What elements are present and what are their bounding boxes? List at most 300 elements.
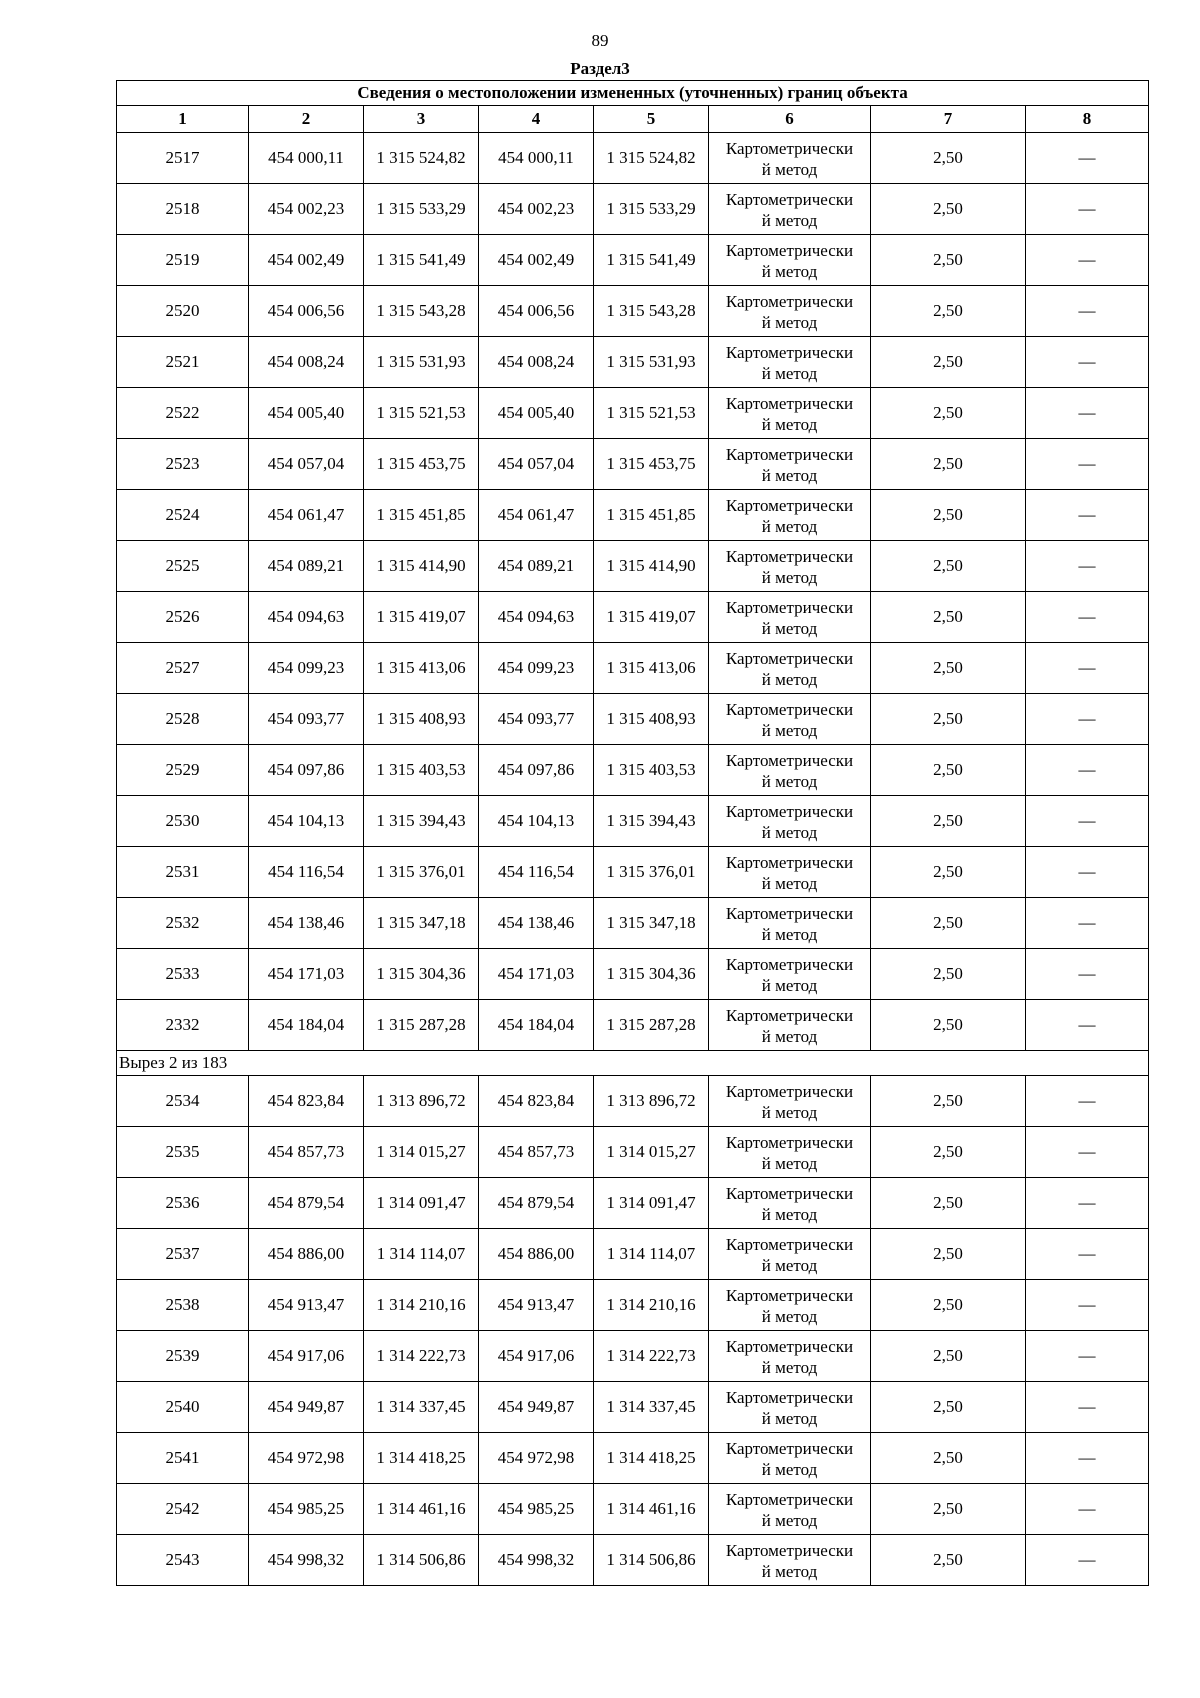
accuracy-cell: 2,50 [871, 439, 1026, 490]
method-cell [709, 847, 871, 898]
x-existing-cell: 454 093,77 [249, 694, 364, 745]
method-text-line1: Картометрически [725, 954, 854, 974]
x-existing-cell: 454 879,54 [249, 1178, 364, 1229]
description-cell: — [1026, 388, 1149, 439]
y-new-cell: 1 315 419,07 [594, 592, 709, 643]
method-cell [709, 745, 871, 796]
y-existing-cell: 1 314 506,86 [364, 1535, 479, 1586]
y-existing-cell: 1 315 414,90 [364, 541, 479, 592]
table-row [117, 490, 1149, 541]
y-existing-cell: 1 315 533,29 [364, 184, 479, 235]
method-text-line2: й метод [761, 159, 818, 179]
method-cell [709, 1076, 871, 1127]
y-new-cell: 1 315 531,93 [594, 337, 709, 388]
accuracy-cell: 2,50 [871, 490, 1026, 541]
point-number-cell: 2519 [117, 235, 249, 286]
table-row [117, 1535, 1149, 1586]
accuracy-cell: 2,50 [871, 949, 1026, 1000]
accuracy-cell: 2,50 [871, 1178, 1026, 1229]
method-text-line2: й метод [761, 873, 818, 893]
y-existing-cell: 1 313 896,72 [364, 1076, 479, 1127]
x-new-cell: 454 917,06 [479, 1331, 594, 1382]
description-cell: — [1026, 286, 1149, 337]
method-cell [709, 949, 871, 1000]
x-existing-cell: 454 913,47 [249, 1280, 364, 1331]
description-cell: — [1026, 694, 1149, 745]
x-existing-cell: 454 005,40 [249, 388, 364, 439]
method-text-line2: й метод [761, 516, 818, 536]
point-number-cell: 2533 [117, 949, 249, 1000]
method-text-line2: й метод [761, 618, 818, 638]
method-text-line2: й метод [761, 924, 818, 944]
y-existing-cell: 1 314 418,25 [364, 1433, 479, 1484]
method-text-line1: Картометрически [725, 1183, 854, 1203]
table-row [117, 949, 1149, 1000]
x-existing-cell: 454 057,04 [249, 439, 364, 490]
table-row [117, 184, 1149, 235]
y-new-cell: 1 314 461,16 [594, 1484, 709, 1535]
table-row [117, 1382, 1149, 1433]
point-number-cell: 2543 [117, 1535, 249, 1586]
method-cell [709, 286, 871, 337]
y-new-cell: 1 314 015,27 [594, 1127, 709, 1178]
accuracy-cell: 2,50 [871, 1535, 1026, 1586]
x-new-cell: 454 879,54 [479, 1178, 594, 1229]
point-number-cell: 2532 [117, 898, 249, 949]
y-existing-cell: 1 314 114,07 [364, 1229, 479, 1280]
method-text-line1: Картометрически [725, 1336, 854, 1356]
point-number-cell: 2529 [117, 745, 249, 796]
table-row [117, 745, 1149, 796]
method-text-line2: й метод [761, 669, 818, 689]
accuracy-cell: 2,50 [871, 694, 1026, 745]
table-row [117, 388, 1149, 439]
section-title: Раздел3 [570, 59, 630, 78]
accuracy-cell: 2,50 [871, 133, 1026, 184]
y-existing-cell: 1 315 408,93 [364, 694, 479, 745]
method-text-line1: Картометрически [725, 1285, 854, 1305]
method-cell [709, 1433, 871, 1484]
method-text-line1: Картометрически [725, 597, 854, 617]
point-number-cell: 2537 [117, 1229, 249, 1280]
column-header: 5 [594, 106, 709, 133]
x-existing-cell: 454 089,21 [249, 541, 364, 592]
description-cell: — [1026, 1127, 1149, 1178]
description-cell: — [1026, 1484, 1149, 1535]
method-text-line1: Картометрически [725, 1132, 854, 1152]
point-number-cell: 2542 [117, 1484, 249, 1535]
section-label: Вырез 2 из 183 [117, 1051, 1149, 1076]
coordinates-table [116, 80, 1149, 1586]
point-number-cell: 2521 [117, 337, 249, 388]
method-cell [709, 1127, 871, 1178]
method-text-line1: Картометрически [725, 138, 854, 158]
method-text-line2: й метод [761, 210, 818, 230]
description-cell: — [1026, 1178, 1149, 1229]
x-existing-cell: 454 099,23 [249, 643, 364, 694]
point-number-cell: 2523 [117, 439, 249, 490]
column-header: 7 [871, 106, 1026, 133]
y-existing-cell: 1 315 419,07 [364, 592, 479, 643]
x-existing-cell: 454 184,04 [249, 1000, 364, 1051]
y-new-cell: 1 315 541,49 [594, 235, 709, 286]
method-text-line1: Картометрически [725, 648, 854, 668]
x-existing-cell: 454 000,11 [249, 133, 364, 184]
accuracy-cell: 2,50 [871, 388, 1026, 439]
description-cell: — [1026, 898, 1149, 949]
method-cell [709, 439, 871, 490]
method-text-line2: й метод [761, 1026, 818, 1046]
y-new-cell: 1 314 418,25 [594, 1433, 709, 1484]
y-existing-cell: 1 315 304,36 [364, 949, 479, 1000]
y-existing-cell: 1 315 451,85 [364, 490, 479, 541]
y-existing-cell: 1 315 347,18 [364, 898, 479, 949]
x-existing-cell: 454 917,06 [249, 1331, 364, 1382]
method-text-line2: й метод [761, 1153, 818, 1173]
accuracy-cell: 2,50 [871, 235, 1026, 286]
method-text-line2: й метод [761, 1102, 818, 1122]
y-new-cell: 1 315 394,43 [594, 796, 709, 847]
method-text-line1: Картометрически [725, 1387, 854, 1407]
description-cell: — [1026, 490, 1149, 541]
method-text-line2: й метод [761, 261, 818, 281]
point-number-cell: 2538 [117, 1280, 249, 1331]
x-new-cell: 454 985,25 [479, 1484, 594, 1535]
point-number-cell: 2520 [117, 286, 249, 337]
accuracy-cell: 2,50 [871, 1433, 1026, 1484]
table-caption-row [117, 81, 1149, 106]
table-row [117, 898, 1149, 949]
table-row [117, 847, 1149, 898]
x-existing-cell: 454 008,24 [249, 337, 364, 388]
x-existing-cell: 454 002,49 [249, 235, 364, 286]
x-existing-cell: 454 116,54 [249, 847, 364, 898]
accuracy-cell: 2,50 [871, 796, 1026, 847]
x-new-cell: 454 099,23 [479, 643, 594, 694]
x-new-cell: 454 093,77 [479, 694, 594, 745]
method-cell [709, 796, 871, 847]
table-row [117, 1484, 1149, 1535]
column-header: 6 [709, 106, 871, 133]
y-existing-cell: 1 315 453,75 [364, 439, 479, 490]
x-new-cell: 454 116,54 [479, 847, 594, 898]
method-cell [709, 1280, 871, 1331]
method-text-line2: й метод [761, 1459, 818, 1479]
x-new-cell: 454 094,63 [479, 592, 594, 643]
y-existing-cell: 1 315 543,28 [364, 286, 479, 337]
y-new-cell: 1 314 210,16 [594, 1280, 709, 1331]
x-new-cell: 454 998,32 [479, 1535, 594, 1586]
y-existing-cell: 1 315 531,93 [364, 337, 479, 388]
accuracy-cell: 2,50 [871, 1382, 1026, 1433]
method-text-line2: й метод [761, 567, 818, 587]
point-number-cell: 2522 [117, 388, 249, 439]
method-text-line2: й метод [761, 363, 818, 383]
x-existing-cell: 454 006,56 [249, 286, 364, 337]
accuracy-cell: 2,50 [871, 1331, 1026, 1382]
x-new-cell: 454 057,04 [479, 439, 594, 490]
column-header: 8 [1026, 106, 1149, 133]
table-row [117, 1229, 1149, 1280]
y-existing-cell: 1 315 541,49 [364, 235, 479, 286]
column-header: 3 [364, 106, 479, 133]
description-cell: — [1026, 439, 1149, 490]
y-existing-cell: 1 314 222,73 [364, 1331, 479, 1382]
y-existing-cell: 1 314 091,47 [364, 1178, 479, 1229]
y-new-cell: 1 315 287,28 [594, 1000, 709, 1051]
point-number-cell: 2540 [117, 1382, 249, 1433]
method-text-line1: Картометрически [725, 699, 854, 719]
table-row [117, 1280, 1149, 1331]
method-cell [709, 1382, 871, 1433]
method-text-line1: Картометрически [725, 495, 854, 515]
point-number-cell: 2536 [117, 1178, 249, 1229]
y-existing-cell: 1 315 376,01 [364, 847, 479, 898]
x-new-cell: 454 949,87 [479, 1382, 594, 1433]
method-cell [709, 388, 871, 439]
x-existing-cell: 454 104,13 [249, 796, 364, 847]
x-new-cell: 454 138,46 [479, 898, 594, 949]
table-header-row [117, 106, 1149, 133]
method-cell [709, 337, 871, 388]
method-cell [709, 1484, 871, 1535]
point-number-cell: 2541 [117, 1433, 249, 1484]
y-new-cell: 1 315 414,90 [594, 541, 709, 592]
x-new-cell: 454 002,23 [479, 184, 594, 235]
method-text-line1: Картометрически [725, 444, 854, 464]
y-new-cell: 1 315 304,36 [594, 949, 709, 1000]
method-cell [709, 490, 871, 541]
y-new-cell: 1 315 376,01 [594, 847, 709, 898]
accuracy-cell: 2,50 [871, 1076, 1026, 1127]
y-new-cell: 1 315 408,93 [594, 694, 709, 745]
point-number-cell: 2528 [117, 694, 249, 745]
x-new-cell: 454 005,40 [479, 388, 594, 439]
accuracy-cell: 2,50 [871, 184, 1026, 235]
method-text-line1: Картометрически [725, 342, 854, 362]
x-new-cell: 454 184,04 [479, 1000, 594, 1051]
description-cell: — [1026, 592, 1149, 643]
method-text-line1: Картометрически [725, 1081, 854, 1101]
y-existing-cell: 1 315 403,53 [364, 745, 479, 796]
table-row [117, 592, 1149, 643]
y-new-cell: 1 315 533,29 [594, 184, 709, 235]
method-cell [709, 898, 871, 949]
method-text-line1: Картометрически [725, 1540, 854, 1560]
x-existing-cell: 454 138,46 [249, 898, 364, 949]
method-cell [709, 133, 871, 184]
x-existing-cell: 454 823,84 [249, 1076, 364, 1127]
page-number: 89 [591, 31, 609, 50]
y-existing-cell: 1 314 015,27 [364, 1127, 479, 1178]
accuracy-cell: 2,50 [871, 541, 1026, 592]
method-cell [709, 1000, 871, 1051]
method-cell [709, 1331, 871, 1382]
description-cell: — [1026, 1000, 1149, 1051]
y-new-cell: 1 315 543,28 [594, 286, 709, 337]
table-row [117, 1331, 1149, 1382]
x-existing-cell: 454 171,03 [249, 949, 364, 1000]
table-row [117, 541, 1149, 592]
point-number-cell: 2525 [117, 541, 249, 592]
method-text-line2: й метод [761, 975, 818, 995]
method-text-line2: й метод [761, 1255, 818, 1275]
description-cell: — [1026, 133, 1149, 184]
point-number-cell: 2530 [117, 796, 249, 847]
y-existing-cell: 1 314 337,45 [364, 1382, 479, 1433]
method-text-line2: й метод [761, 1306, 818, 1326]
method-cell [709, 694, 871, 745]
method-text-line1: Картометрически [725, 291, 854, 311]
y-new-cell: 1 315 403,53 [594, 745, 709, 796]
y-new-cell: 1 314 337,45 [594, 1382, 709, 1433]
y-new-cell: 1 315 524,82 [594, 133, 709, 184]
table-row [117, 286, 1149, 337]
x-new-cell: 454 104,13 [479, 796, 594, 847]
y-existing-cell: 1 314 461,16 [364, 1484, 479, 1535]
point-number-cell: 2524 [117, 490, 249, 541]
method-text-line1: Картометрически [725, 903, 854, 923]
x-existing-cell: 454 097,86 [249, 745, 364, 796]
point-number-cell: 2539 [117, 1331, 249, 1382]
x-new-cell: 454 006,56 [479, 286, 594, 337]
y-new-cell: 1 314 506,86 [594, 1535, 709, 1586]
method-text-line2: й метод [761, 1408, 818, 1428]
description-cell: — [1026, 1331, 1149, 1382]
method-text-line2: й метод [761, 1561, 818, 1581]
method-text-line2: й метод [761, 312, 818, 332]
y-new-cell: 1 315 347,18 [594, 898, 709, 949]
y-new-cell: 1 314 114,07 [594, 1229, 709, 1280]
description-cell: — [1026, 1280, 1149, 1331]
description-cell: — [1026, 235, 1149, 286]
method-text-line2: й метод [761, 822, 818, 842]
y-new-cell: 1 315 451,85 [594, 490, 709, 541]
accuracy-cell: 2,50 [871, 847, 1026, 898]
accuracy-cell: 2,50 [871, 1127, 1026, 1178]
description-cell: — [1026, 1076, 1149, 1127]
x-new-cell: 454 008,24 [479, 337, 594, 388]
accuracy-cell: 2,50 [871, 643, 1026, 694]
x-new-cell: 454 089,21 [479, 541, 594, 592]
column-header: 4 [479, 106, 594, 133]
x-existing-cell: 454 972,98 [249, 1433, 364, 1484]
x-existing-cell: 454 061,47 [249, 490, 364, 541]
method-text-line2: й метод [761, 771, 818, 791]
x-existing-cell: 454 985,25 [249, 1484, 364, 1535]
table-row [117, 439, 1149, 490]
description-cell: — [1026, 949, 1149, 1000]
table-row [117, 643, 1149, 694]
description-cell: — [1026, 337, 1149, 388]
description-cell: — [1026, 1382, 1149, 1433]
method-cell [709, 592, 871, 643]
table-row [117, 1127, 1149, 1178]
table-row [117, 1076, 1149, 1127]
section-label-row [117, 1051, 1149, 1076]
table-row [117, 1178, 1149, 1229]
x-existing-cell: 454 886,00 [249, 1229, 364, 1280]
y-existing-cell: 1 314 210,16 [364, 1280, 479, 1331]
point-number-cell: 2332 [117, 1000, 249, 1051]
y-new-cell: 1 314 091,47 [594, 1178, 709, 1229]
x-new-cell: 454 002,49 [479, 235, 594, 286]
method-cell [709, 541, 871, 592]
x-new-cell: 454 171,03 [479, 949, 594, 1000]
method-cell [709, 1178, 871, 1229]
method-text-line1: Картометрически [725, 801, 854, 821]
method-text-line1: Картометрически [725, 1438, 854, 1458]
description-cell: — [1026, 847, 1149, 898]
description-cell: — [1026, 643, 1149, 694]
point-number-cell: 2535 [117, 1127, 249, 1178]
method-text-line1: Картометрически [725, 189, 854, 209]
table-row [117, 1433, 1149, 1484]
point-number-cell: 2526 [117, 592, 249, 643]
method-text-line1: Картометрически [725, 393, 854, 413]
y-new-cell: 1 313 896,72 [594, 1076, 709, 1127]
y-existing-cell: 1 315 524,82 [364, 133, 479, 184]
y-existing-cell: 1 315 394,43 [364, 796, 479, 847]
description-cell: — [1026, 541, 1149, 592]
table-row [117, 694, 1149, 745]
method-text-line2: й метод [761, 414, 818, 434]
x-existing-cell: 454 094,63 [249, 592, 364, 643]
accuracy-cell: 2,50 [871, 1484, 1026, 1535]
table-caption: Сведения о местоположении измененных (уточненных) границ объекта [117, 81, 1149, 106]
accuracy-cell: 2,50 [871, 1000, 1026, 1051]
table-row [117, 796, 1149, 847]
method-cell [709, 643, 871, 694]
point-number-cell: 2534 [117, 1076, 249, 1127]
method-text-line1: Картометрически [725, 1234, 854, 1254]
description-cell: — [1026, 796, 1149, 847]
accuracy-cell: 2,50 [871, 745, 1026, 796]
method-text-line1: Картометрически [725, 1005, 854, 1025]
description-cell: — [1026, 184, 1149, 235]
x-new-cell: 454 823,84 [479, 1076, 594, 1127]
method-text-line1: Картометрически [725, 1489, 854, 1509]
x-new-cell: 454 097,86 [479, 745, 594, 796]
table-row [117, 133, 1149, 184]
accuracy-cell: 2,50 [871, 337, 1026, 388]
x-existing-cell: 454 998,32 [249, 1535, 364, 1586]
y-new-cell: 1 314 222,73 [594, 1331, 709, 1382]
method-text-line2: й метод [761, 1357, 818, 1377]
x-new-cell: 454 000,11 [479, 133, 594, 184]
accuracy-cell: 2,50 [871, 592, 1026, 643]
table-row [117, 235, 1149, 286]
x-new-cell: 454 913,47 [479, 1280, 594, 1331]
point-number-cell: 2527 [117, 643, 249, 694]
table-row [117, 337, 1149, 388]
y-existing-cell: 1 315 521,53 [364, 388, 479, 439]
method-cell [709, 1535, 871, 1586]
x-new-cell: 454 972,98 [479, 1433, 594, 1484]
y-new-cell: 1 315 453,75 [594, 439, 709, 490]
method-text-line1: Картометрически [725, 240, 854, 260]
column-header: 1 [117, 106, 249, 133]
accuracy-cell: 2,50 [871, 898, 1026, 949]
table-row [117, 1000, 1149, 1051]
method-text-line2: й метод [761, 720, 818, 740]
method-text-line2: й метод [761, 1510, 818, 1530]
point-number-cell: 2517 [117, 133, 249, 184]
method-text-line1: Картометрически [725, 546, 854, 566]
accuracy-cell: 2,50 [871, 286, 1026, 337]
x-new-cell: 454 857,73 [479, 1127, 594, 1178]
method-cell [709, 1229, 871, 1280]
